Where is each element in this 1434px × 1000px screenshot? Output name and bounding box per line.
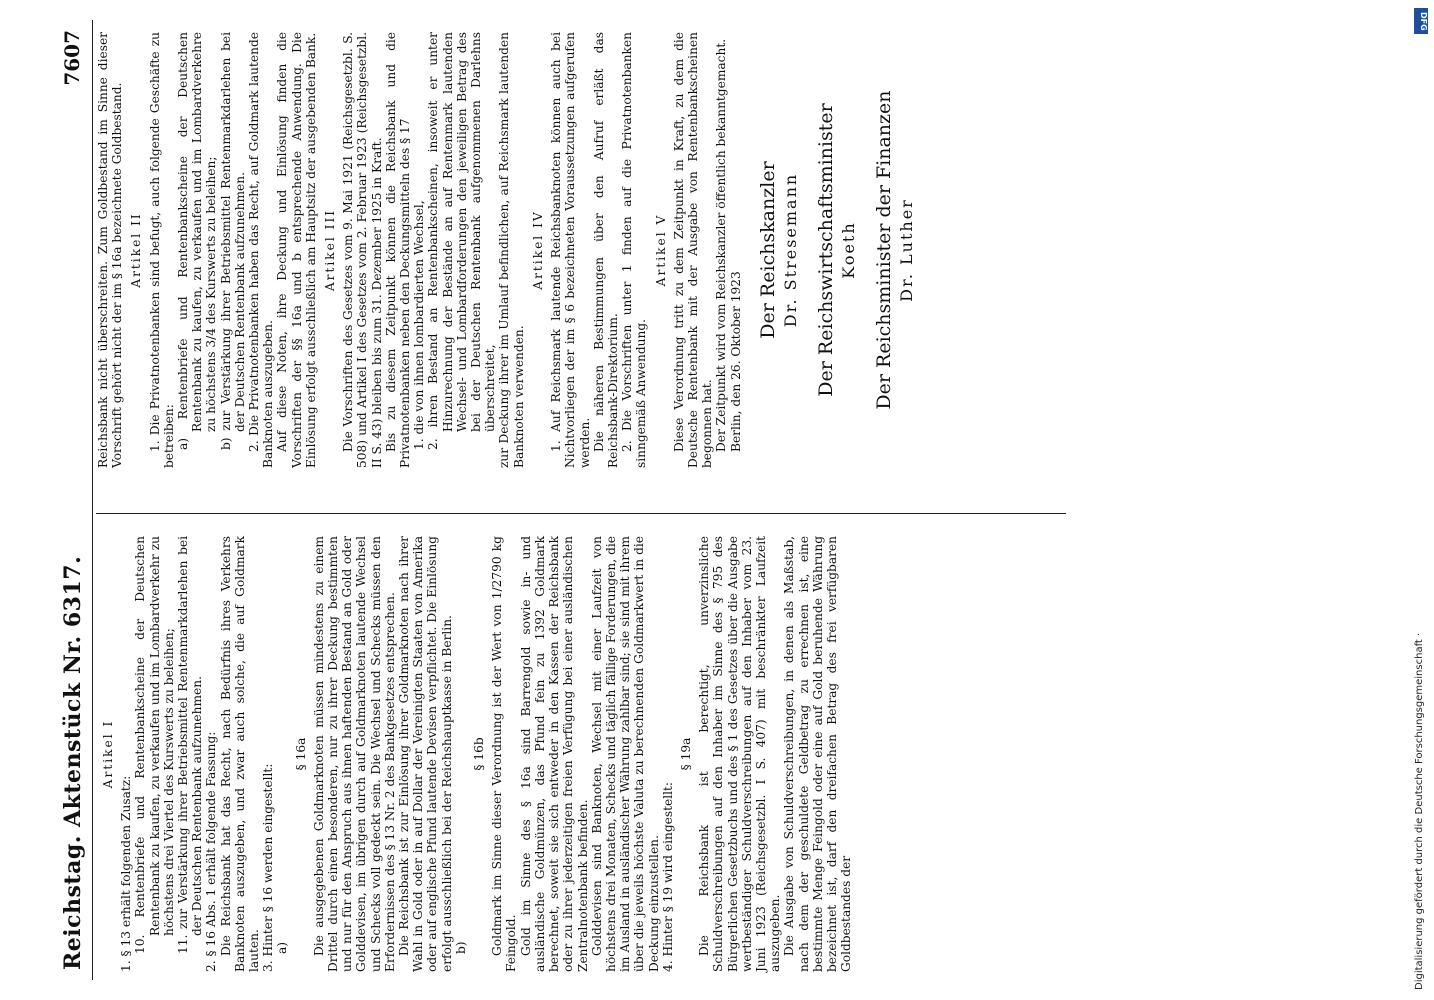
paragraph: 11. zur Verstärkung ihrer Betriebsmittel Rentenmarkdarlehen bei der Deutschen Rentenbank aufzunehmen. xyxy=(176,536,205,954)
paragraph: Diese Verordnung tritt zu dem Zeitpunkt in Kraft, zu dem die Deutsche Rentenbank mit der Ausgabe von Rentenbankscheinen begonnen hat. xyxy=(671,32,715,468)
header-rule xyxy=(92,20,93,980)
paragraph: a) Rentenbriefe und Rentenbankscheine der Deutschen Rentenbank zu kaufen, zu verkaufen und im Lombardverkehre zu höchstens 3/4 des Kurswerts zu beleihen; xyxy=(176,32,219,450)
article-heading: Artikel V xyxy=(653,213,668,287)
paragraph: Goldmark im Sinne dieser Verordnung ist der Wert von 1/2790 kg Feingold. xyxy=(490,536,519,972)
paragraph: 2. ihren Bestand an Rentenbankscheinen, insoweit er unter Hinzurechnung der Bestände an auf Rentenmark lautenden Wechsel- und Lombardforderungen den jeweiligen Betrag des bei der Deutschen Rentenbank aufgenommenen Darlehns überschreitet, xyxy=(426,32,498,450)
header-title: Reichstag. Aktenstück Nr. 6317. xyxy=(60,555,86,970)
paragraph: Auf diese Noten, ihre Deckung und Einlösung finden die Vorschriften der §§ 16a und b entsprechende Anwendung. Die Einlösung erfolgt ausschließlich am Hauptsitz der ausgebenden Bank. xyxy=(275,32,318,468)
paragraph: zur Deckung ihrer im Umlauf befindlichen, auf Reichsmark lautenden Banknoten verwenden. xyxy=(497,32,526,468)
paragraph: 2. Die Privatnotenbanken haben das Recht, auf Goldmark lautende Banknoten auszugeben. xyxy=(247,32,276,468)
signature-line: Der Reichswirtschaftsminister xyxy=(814,103,837,397)
column-divider xyxy=(96,513,1066,514)
section-heading: § 16b xyxy=(472,737,487,771)
paragraph: Reichsbank nicht überschreiten. Zum Goldbestand im Sinne dieser Vorschrift gehört nicht der im § 16a bezeichnete Goldbestand. xyxy=(96,32,125,468)
paragraph: b) zur Verstärkung ihrer Betriebsmittel Rentenmarkdarlehen bei der Deutschen Rentenbank aufzunehmen. xyxy=(218,32,247,450)
page-number: 7607 xyxy=(60,30,84,86)
sidebar-credit xyxy=(1414,10,1426,990)
paragraph: 3. Hinter § 16 werden eingestellt: xyxy=(261,763,276,972)
paragraph: Gold im Sinne des § 16a sind Barrengold sowie in- und ausländische Goldmünzen, das Pfund fein zu 1392 Goldmark berechnet, soweit sie sich entweder in den Kassen der Reichsbank oder zu ihrer jederzeitigen freien Verfügung bei einer ausländischen Zentralnotenbank befinden. xyxy=(518,536,590,972)
paragraph: Golddevisen sind Banknoten, Wechsel mit einer Laufzeit von höchstens drei Monaten, Schecks und täglich fällige Forderungen, die im Ausland in ausländischer Währung zahlbar sind; sie sind mit ihrem über die jeweils höchste Valuta zu berechnenden Goldmarkwert in die Deckung einzustellen. xyxy=(589,536,661,972)
paragraph: 1. § 13 erhält folgenden Zusatz: xyxy=(119,775,134,972)
paragraph: Die ausgegebenen Goldmarknoten müssen mindestens zu einem Drittel durch einen besonderen, nur zu ihrer Deckung bestimmten und nur für den Anspruch aus ihnen haftenden Bestand an Gold oder Golddevisen, im übrigen durch auf Goldmarknoten lautende Wechsel und Schecks voll gedeckt sein. Die Wechsel und Schecks müssen den Erfordernissen des § 13 Nr. 2 des Bankgesetzes entsprechen. xyxy=(311,536,397,972)
article-heading: Artikel I xyxy=(101,719,115,789)
page-header xyxy=(52,0,92,1000)
paragraph: Berlin, den 26. Oktober 1923 xyxy=(728,271,743,452)
paragraph: 2. Die Vorschriften unter 1 finden auf die Privatnotenbanken sinngemäß Anwendung. xyxy=(620,32,649,468)
paragraph: Der Zeitpunkt wird vom Reichskanzler öffentlich bekanntgemacht. xyxy=(714,38,729,452)
signature-line: Dr. Stresemann xyxy=(780,172,800,328)
paragraph: Die Reichsbank hat das Recht, nach Bedürfnis ihres Verkehrs Banknoten auszugeben, und zwar auch solche, die auf Goldmark lauten. xyxy=(218,536,262,972)
paragraph: 1. Auf Reichsmark lautende Reichsbanknoten können auch bei Nichtvorliegen der im § 6 bezeichneten Voraussetzungen aufgerufen werden. xyxy=(549,32,592,468)
paragraph: 1. die von ihnen lombardierten Wechsel, xyxy=(412,200,427,450)
left-column xyxy=(96,536,853,972)
signature-line: Dr. Luther xyxy=(896,198,916,302)
article-heading: Artikel III xyxy=(323,208,338,292)
signature-line: Der Reichskanzler xyxy=(756,161,779,339)
paragraph: 10. Rentenbriefe und Rentenbankscheine der Deutschen Rentenbank zu kaufen, zu verkaufen und im Lombardverkehr zu höchstens drei Viertel des Kurswerts zu beleihen; xyxy=(133,536,176,954)
signature-line: Koeth xyxy=(838,221,858,279)
article-heading: Artikel II xyxy=(129,212,144,288)
section-heading: § 19a xyxy=(678,737,693,771)
paragraph: Bis zu diesem Zeitpunkt können die Reichsbank und die Privatnotenbanken neben den Deckungsmitteln des § 17 xyxy=(383,32,413,468)
credit-text: Digitalisierung gefördert durch die Deutsche Forschungsgemeinschaft · xyxy=(1414,632,1425,990)
paragraph: Die näheren Bestimmungen über den Aufruf erläßt das Reichsbank-Direktorium. xyxy=(591,32,620,468)
article-heading: Artikel IV xyxy=(530,210,545,290)
paragraph: a) xyxy=(275,941,290,954)
paragraph: 2. § 16 Abs. 1 erhält folgende Fassung: xyxy=(204,731,219,972)
paragraph: Die Vorschriften des Gesetzes vom 9. Mai 1921 (Reichsgesetzbl. S. 508) und Artikel I des Gesetzes vom 2. Februar 1923 (Reichsgesetzbl. II S. 43) bleiben bis zum 31. Dezember 1925 in Kraft. xyxy=(341,32,384,468)
signature-line: Der Reichsminister der Finanzen xyxy=(872,90,895,410)
paragraph: b) xyxy=(453,941,468,954)
paragraph: Die Ausgabe von Schuldverschreibungen, in denen als Maßstab, nach dem der geschuldete Geldbetrag zu errechnen ist, eine bestimmte Menge Feingold oder eine auf Gold beruhende Währung bezeichnet ist, darf den dreifachen Betrag des frei verfügbaren Goldbestandes der xyxy=(782,536,854,972)
paragraph: Die Reichsbank ist berechtigt, unverzinsliche Schuldverschreibungen auf den Inhaber im Sinne des § 795 des Bürgerlichen Gesetzbuchs und des § 1 des Gesetzes über die Ausgabe wertbeständiger Schuldverschreibungen auf den Inhaber vom 23. Juni 1923 (Reichsgesetzbl. I S. 407) mit beschränkter Laufzeit auszugeben. xyxy=(697,536,783,972)
paragraph: Die Reichsbank ist zur Einlösung ihrer Goldmarknoten nach ihrer Wahl in Gold oder in auf Dollar der Vereinigten Staaten von Amerika oder auf englische Pfund lautende Devisen verpflichtet. Die Einlösung erfolgt ausschließlich bei der Reichshauptkasse in Berlin. xyxy=(397,536,454,972)
paragraph: 4. Hinter § 19 wird eingestellt: xyxy=(660,781,675,972)
section-heading: § 16a xyxy=(293,737,308,771)
paragraph: 1. Die Privatnotenbanken sind befugt, auch folgende Geschäfte zu betreiben: xyxy=(147,32,176,468)
right-column xyxy=(96,32,921,468)
dfg-logo: DFG xyxy=(1414,8,1428,34)
